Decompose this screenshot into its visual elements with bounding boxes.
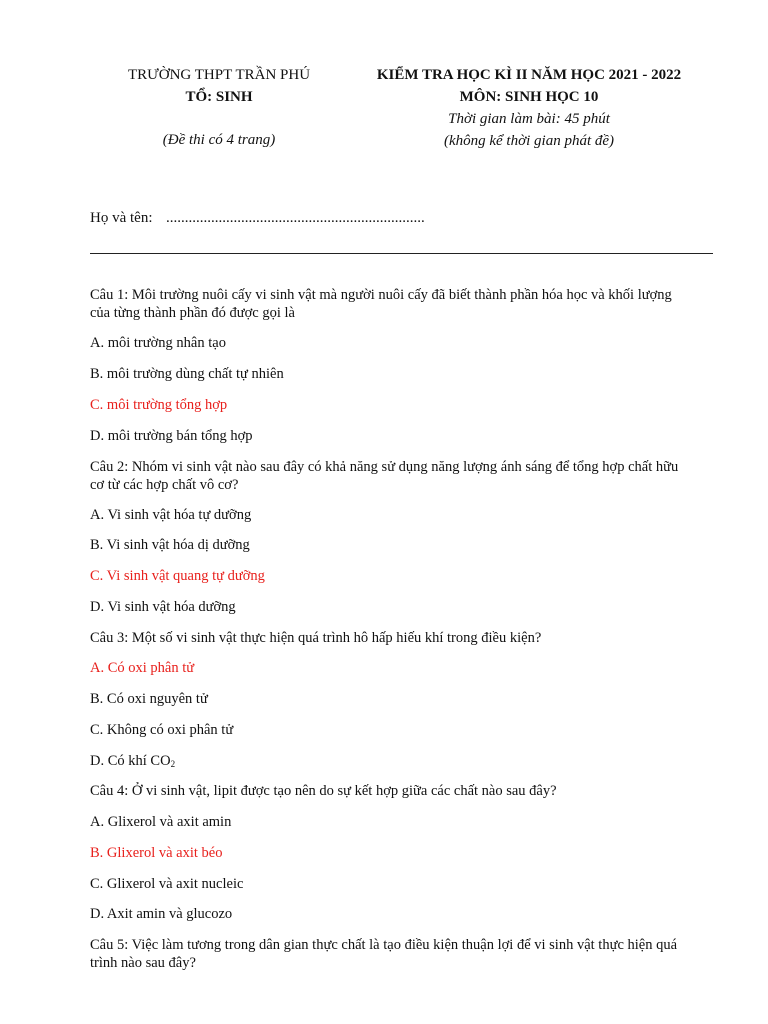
question-3-option-a: A. Có oxi phân tử <box>90 660 195 676</box>
question-3-option-c: C. Không có oxi phân tử <box>90 722 234 738</box>
exam-header <box>350 64 708 152</box>
question-5-text: Câu 5: Việc làm tương trong dân gian thực chất là tạo điều kiện thuận lợi để vi sinh vật thực hiện quá trình nào sau đây? <box>90 937 678 971</box>
question-4-option-b: B. Glixerol và axit béo <box>90 845 223 861</box>
question-1-option-a: A. môi trường nhân tạo <box>90 335 226 351</box>
question-3-option-d-text: D. Có khí CO <box>90 753 171 769</box>
school-name: TRƯỜNG THPT TRẦN PHÚ <box>127 67 311 83</box>
question-1-option-b: B. môi trường dùng chất tự nhiên <box>90 366 284 382</box>
question-1-text: Câu 1: Môi trường nuôi cấy vi sinh vật mà người nuôi cấy đã biết thành phần hóa học và khối lượng của từng thành phần đó được gọi là <box>90 287 672 321</box>
student-name-blank: ..................................................................... <box>165 210 425 226</box>
exam-title: KIỂM TRA HỌC KÌ II NĂM HỌC 2021 - 2022 <box>376 67 682 83</box>
question-1-option-d: D. môi trường bán tổng hợp <box>90 428 253 444</box>
student-name-line <box>90 207 425 229</box>
exam-duration: Thời gian làm bài: 45 phút <box>448 111 610 127</box>
question-3-option-b: B. Có oxi nguyên tử <box>90 691 208 707</box>
question-2-option-d: D. Vi sinh vật hóa dưỡng <box>90 599 236 615</box>
question-2-option-a: A. Vi sinh vật hóa tự dưỡng <box>90 507 252 523</box>
header-divider <box>90 253 713 254</box>
department-name: TỔ: SINH <box>185 89 253 105</box>
question-2-option-b: B. Vi sinh vật hóa dị dưỡng <box>90 537 250 553</box>
exam-duration-note: (không kể thời gian phát đề) <box>443 133 615 149</box>
student-name-label: Họ và tên: <box>90 210 153 226</box>
question-2-text: Câu 2: Nhóm vi sinh vật nào sau đây có khả năng sử dụng năng lượng ánh sáng để tổng hợp chất hữu cơ từ các hợp chất vô cơ? <box>90 459 679 493</box>
question-1-option-c: C. môi trường tổng hợp <box>90 397 228 413</box>
question-4-option-a: A. Glixerol và axit amin <box>90 814 232 830</box>
exam-subject: MÔN: SINH HỌC 10 <box>459 89 599 105</box>
question-4-text: Câu 4: Ở vi sinh vật, lipit được tạo nên do sự kết hợp giữa các chất nào sau đây? <box>90 783 557 799</box>
page-count-note: (Đề thi có 4 trang) <box>162 132 276 148</box>
school-header <box>100 64 338 108</box>
question-2-option-c: C. Vi sinh vật quang tự dưỡng <box>90 568 265 584</box>
question-3-option-d <box>90 752 690 770</box>
question-3-option-d-subscript: 2 <box>170 759 176 769</box>
question-3-text: Câu 3: Một số vi sinh vật thực hiện quá trình hô hấp hiếu khí trong điều kiện? <box>90 630 542 646</box>
question-4-option-d: D. Axit amin và glucozo <box>90 906 233 922</box>
question-4-option-c: C. Glixerol và axit nucleic <box>90 876 244 892</box>
